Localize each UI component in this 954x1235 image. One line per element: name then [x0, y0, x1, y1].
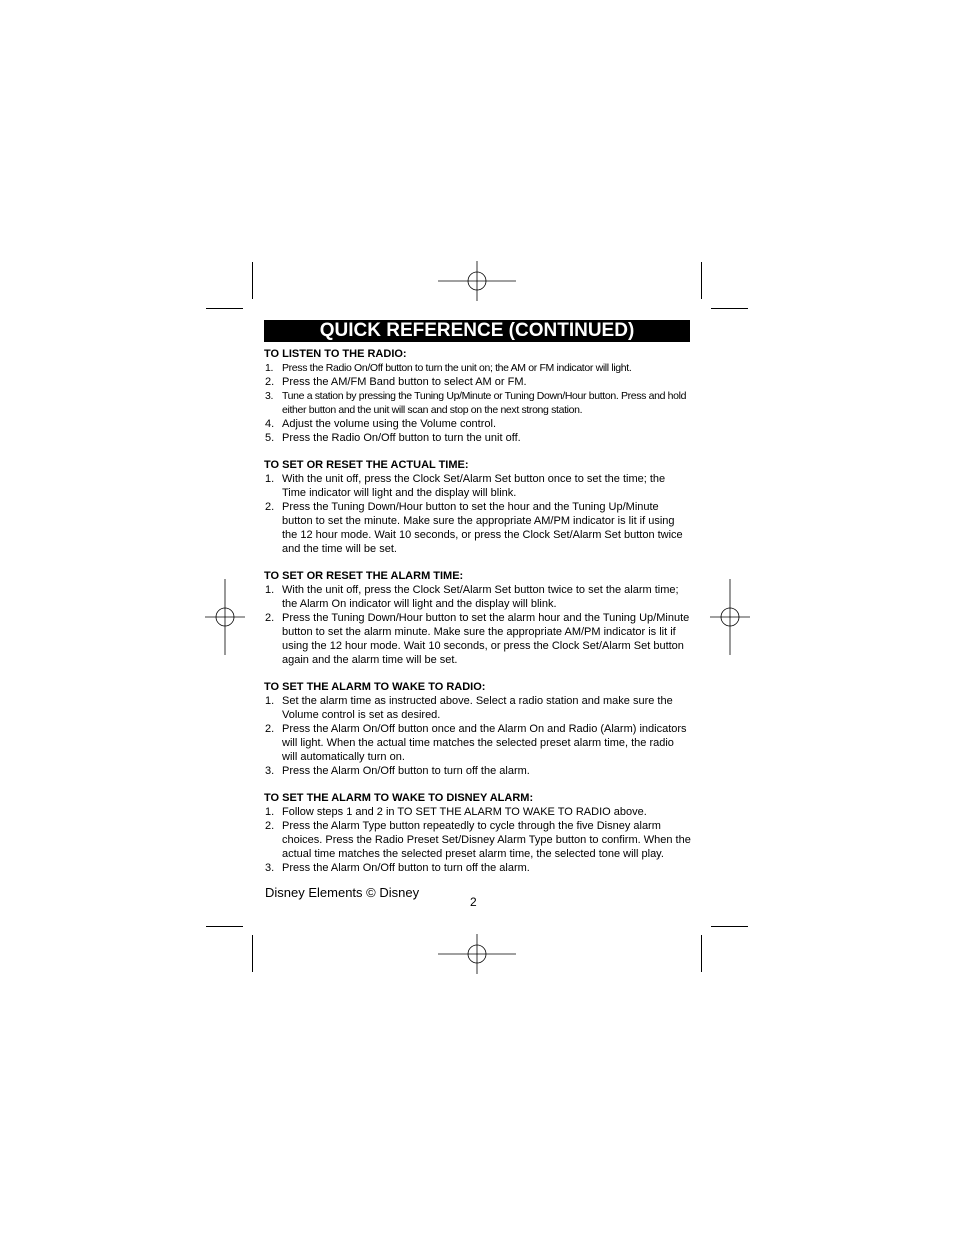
section-wake-to-radio — [264, 680, 692, 778]
section-heading: TO SET THE ALARM TO WAKE TO DISNEY ALARM: — [264, 792, 534, 804]
page-number: 2 — [470, 895, 477, 909]
item-number: 2. — [265, 501, 275, 513]
registration-mark-top — [438, 261, 516, 301]
item-text: Press the Alarm On/Off button once and the Alarm On and Radio (Alarm) indicators will light. When the actual time matches the selected preset alarm time, the radio will automatically turn on. — [282, 723, 687, 763]
item-number: 1. — [265, 362, 274, 374]
item-number: 2. — [265, 376, 275, 388]
crop-mark-top-right-vertical — [701, 262, 702, 299]
item-number: 3. — [265, 390, 274, 402]
item-text: With the unit off, press the Clock Set/Alarm Set button once to set the time; the Time indicator will light and the display will blink. — [282, 473, 666, 499]
item-number: 2. — [265, 820, 275, 832]
list-item — [264, 819, 692, 861]
crop-mark-bottom-right-vertical — [701, 935, 702, 972]
instruction-list — [264, 583, 692, 667]
item-text: Press the Alarm On/Off button to turn off the alarm. — [282, 862, 530, 874]
item-text: Press the Alarm Type button repeatedly to cycle through the five Disney alarm choices. Press the Radio Preset Set/Disney Alarm Type button to confirm. When the actual time matches the selected preset alarm time, the selected tone will play. — [282, 820, 691, 860]
registration-mark-right — [710, 579, 750, 655]
crop-mark-bottom-left-horizontal — [206, 926, 243, 927]
item-number: 1. — [265, 695, 275, 707]
list-item — [264, 583, 692, 611]
content-area — [264, 345, 692, 888]
item-text: Press the Radio On/Off button to turn the unit off. — [282, 432, 521, 444]
list-item — [264, 389, 692, 417]
item-number: 1. — [265, 584, 275, 596]
list-item — [264, 805, 692, 819]
crop-mark-top-right-horizontal — [711, 308, 748, 309]
section-wake-to-disney-alarm — [264, 791, 692, 875]
list-item — [264, 500, 692, 556]
registration-mark-left — [205, 579, 245, 655]
crop-mark-bottom-left-vertical — [252, 935, 253, 972]
item-text: Press the Radio On/Off button to turn the unit on; the AM or FM indicator will light. — [282, 362, 632, 374]
item-text: Press the Tuning Down/Hour button to set the alarm hour and the Tuning Up/Minute button to set the alarm minute. Make sure the appropriate AM/PM indicator is lit if using the 12 hour mode. Wait 10 seconds, or press the Clock Set/Alarm Set button again and the alarm time will be set. — [282, 612, 690, 666]
item-text: With the unit off, press the Clock Set/Alarm Set button twice to set the alarm time; the Alarm On indicator will light and the display will blink. — [282, 584, 679, 610]
list-item — [264, 431, 692, 445]
item-text: Follow steps 1 and 2 in TO SET THE ALARM TO WAKE TO RADIO above. — [282, 806, 647, 818]
section-heading: TO SET OR RESET THE ALARM TIME: — [264, 570, 464, 582]
section-set-actual-time — [264, 458, 692, 556]
item-text: Press the Alarm On/Off button to turn off the alarm. — [282, 765, 530, 777]
list-item — [264, 361, 692, 375]
crop-mark-bottom-right-horizontal — [711, 926, 748, 927]
section-heading: TO LISTEN TO THE RADIO: — [264, 348, 407, 360]
list-item — [264, 375, 692, 389]
item-number: 5. — [265, 432, 275, 444]
instruction-list — [264, 805, 692, 875]
list-item — [264, 764, 692, 778]
instruction-list — [264, 361, 692, 445]
crop-mark-top-left-vertical — [252, 262, 253, 299]
section-listen-radio — [264, 347, 692, 445]
list-item — [264, 694, 692, 722]
item-text: Press the Tuning Down/Hour button to set the hour and the Tuning Up/Minute button to set the minute. Make sure the appropriate AM/PM indicator is lit if using the 12 hour mode. Wait 10 seconds, or press the Clock Set/Alarm Set button twice and the time will be set. — [282, 501, 683, 555]
item-number: 2. — [265, 612, 275, 624]
list-item — [264, 611, 692, 667]
list-item — [264, 417, 692, 431]
section-set-alarm-time — [264, 569, 692, 667]
item-text: Tune a station by pressing the Tuning Up/Minute or Tuning Down/Hour button. Press and hold either button and the unit will scan and stop on the next strong station. — [282, 390, 687, 416]
list-item — [264, 472, 692, 500]
instruction-list — [264, 694, 692, 778]
section-heading: TO SET THE ALARM TO WAKE TO RADIO: — [264, 681, 486, 693]
item-text: Set the alarm time as instructed above. Select a radio station and make sure the Volume control is set as desired. — [282, 695, 673, 721]
list-item — [264, 722, 692, 764]
item-number: 4. — [265, 418, 275, 430]
item-number: 3. — [265, 765, 275, 777]
item-number: 3. — [265, 862, 275, 874]
page-title: QUICK REFERENCE (CONTINUED) — [264, 320, 690, 342]
item-text: Adjust the volume using the Volume control. — [282, 418, 497, 430]
crop-mark-top-left-horizontal — [206, 308, 243, 309]
footer-copyright: Disney Elements © Disney — [265, 885, 420, 900]
instruction-list — [264, 472, 692, 556]
section-heading: TO SET OR RESET THE ACTUAL TIME: — [264, 459, 469, 471]
item-number: 1. — [265, 806, 275, 818]
list-item — [264, 861, 692, 875]
item-number: 2. — [265, 723, 275, 735]
registration-mark-bottom — [438, 934, 516, 974]
item-number: 1. — [265, 473, 275, 485]
item-text: Press the AM/FM Band button to select AM or FM. — [282, 376, 527, 388]
